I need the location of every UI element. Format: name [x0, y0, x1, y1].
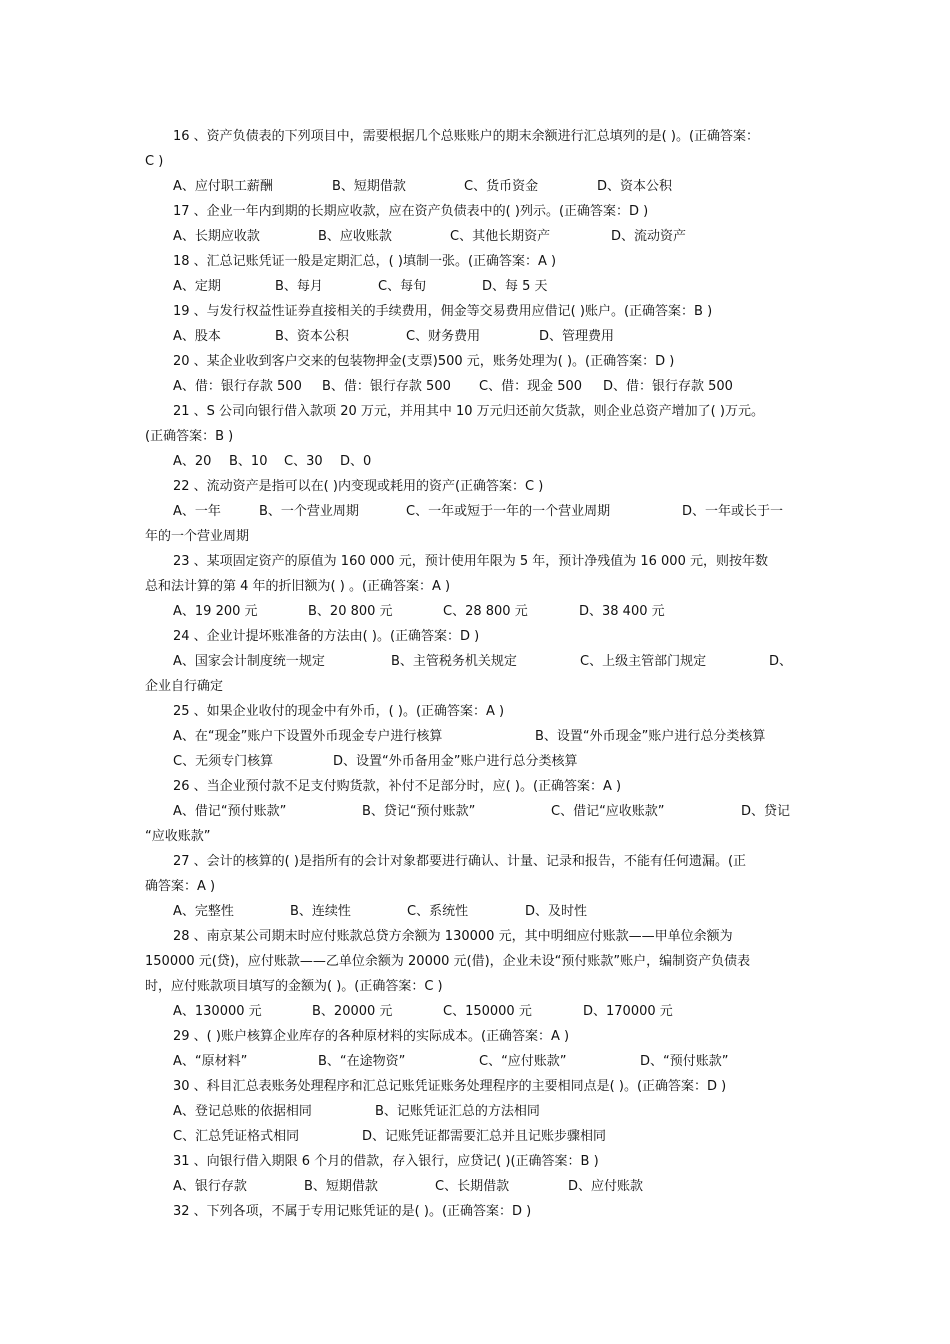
question-18-stem: 18 、汇总记账凭证一般是定期汇总，( )填制一张。(正确答案：A ) — [173, 254, 557, 269]
question-27-stem-cont: 确答案：A ) — [145, 879, 216, 894]
question-17-stem: 17 、企业一年内到期的长期应收款，应在资产负债表中的( )列示。(正确答案：D ) — [173, 204, 649, 219]
question-28-stem-cont-1: 150000 元(贷)，应付账款——乙单位余额为 20000 元(借)，企业未设“预付账款”账户，编制资产负债表 — [145, 954, 751, 969]
question-24-option-d-cont: 企业自行确定 — [145, 679, 224, 694]
option-c: C、30 — [284, 454, 323, 469]
option-a: A、借：银行存款 500 — [173, 379, 302, 394]
option-c: C、财务费用 — [406, 329, 481, 344]
option-b: B、贷记“预付账款” — [362, 804, 476, 819]
question-28-options — [173, 999, 843, 1024]
question-29-stem: 29 、( )账户核算企业库存的各种原材料的实际成本。(正确答案：A ) — [173, 1029, 570, 1044]
option-a: A、20 — [173, 454, 212, 469]
question-29-options — [173, 1049, 843, 1074]
option-d: D、及时性 — [525, 904, 588, 919]
option-d: D、贷记 — [741, 804, 791, 819]
option-b: B、10 — [229, 454, 268, 469]
question-25-options-row2 — [173, 749, 843, 774]
option-a: A、借记“预付账款” — [173, 804, 287, 819]
option-b: B、20000 元 — [312, 1004, 393, 1019]
question-24-stem: 24 、企业计提坏账准备的方法由( )。(正确答案：D ) — [173, 629, 480, 644]
question-25-stem: 25 、如果企业收付的现金中有外币，( )。(正确答案：A ) — [173, 704, 505, 719]
question-26-option-d-cont: “应收账款” — [145, 829, 211, 844]
option-d: D、 — [769, 654, 793, 669]
option-c: C、上级主管部门规定 — [580, 654, 707, 669]
option-a: A、完整性 — [173, 904, 234, 919]
option-a: A、“原材料” — [173, 1054, 248, 1069]
option-d: D、“预付账款” — [640, 1054, 729, 1069]
option-c: C、无须专门核算 — [173, 754, 274, 769]
option-d: D、一年或长于一 — [682, 504, 784, 519]
option-b: B、借：银行存款 500 — [322, 379, 451, 394]
question-23-options — [173, 599, 843, 624]
question-19-options — [173, 324, 843, 349]
option-a: A、定期 — [173, 279, 221, 294]
option-a: A、应付职工薪酬 — [173, 179, 273, 194]
option-d: D、借：银行存款 500 — [603, 379, 733, 394]
option-b: B、短期借款 — [332, 179, 406, 194]
option-a: A、登记总账的依据相同 — [173, 1104, 312, 1119]
option-c: C、货币资金 — [464, 179, 539, 194]
option-d: D、应付账款 — [568, 1179, 644, 1194]
question-31-options — [173, 1174, 843, 1199]
option-b: B、一个营业周期 — [259, 504, 359, 519]
question-20-options — [173, 374, 843, 399]
option-a: A、长期应收款 — [173, 229, 260, 244]
option-c: C、系统性 — [407, 904, 469, 919]
question-27-stem: 27 、会计的核算的( )是指所有的会计对象都要进行确认、计量、记录和报告，不能有任何遗漏。(正 — [173, 854, 747, 869]
question-21-stem-cont: (正确答案：B ) — [145, 429, 234, 444]
question-30-options-row1 — [173, 1099, 843, 1124]
question-23-stem-cont: 总和法计算的第 4 年的折旧额为( ) 。(正确答案：A ) — [145, 579, 451, 594]
option-b: B、“在途物资” — [318, 1054, 406, 1069]
option-b: B、应收账款 — [318, 229, 392, 244]
option-a: A、国家会计制度统一规定 — [173, 654, 325, 669]
option-b: B、连续性 — [290, 904, 351, 919]
question-16-stem-cont: C ) — [145, 154, 164, 169]
question-22-option-d-cont: 年的一个营业周期 — [145, 529, 250, 544]
question-30-options-row2 — [173, 1124, 843, 1149]
question-30-stem: 30 、科目汇总表账务处理程序和汇总记账凭证账务处理程序的主要相同点是( )。(正确答案：D ) — [173, 1079, 727, 1094]
option-d: D、设置“外币备用金”账户进行总分类核算 — [333, 754, 578, 769]
option-c: C、汇总凭证格式相同 — [173, 1129, 300, 1144]
option-b: B、资本公积 — [275, 329, 349, 344]
question-18-options — [173, 274, 843, 299]
option-a: A、股本 — [173, 329, 221, 344]
option-c: C、28 800 元 — [443, 604, 528, 619]
option-b: B、短期借款 — [304, 1179, 378, 1194]
question-31-stem: 31 、向银行借入期限 6 个月的借款，存入银行，应贷记( )(正确答案：B ) — [173, 1154, 599, 1169]
option-d: D、每 5 天 — [482, 279, 548, 294]
option-d: D、38 400 元 — [579, 604, 665, 619]
option-c: C、一年或短于一年的一个营业周期 — [406, 504, 611, 519]
option-d: D、170000 元 — [583, 1004, 673, 1019]
question-20-stem: 20 、某企业收到客户交来的包装物押金(支票)500 元，账务处理为( )。(正确答案：D ) — [173, 354, 675, 369]
option-a: A、19 200 元 — [173, 604, 258, 619]
question-24-options — [173, 649, 843, 674]
question-16-stem: 16 、资产负债表的下列项目中，需要根据几个总账账户的期末余额进行汇总填列的是( )。(正确答案： — [173, 129, 760, 144]
question-21-stem: 21 、S 公司向银行借入款项 20 万元，并用其中 10 万元归还前欠货款，则企业总资产增加了( )万元。 — [173, 404, 764, 419]
question-17-options — [173, 224, 843, 249]
question-21-options — [173, 449, 843, 474]
option-b: B、记账凭证汇总的方法相同 — [375, 1104, 540, 1119]
question-22-options — [173, 499, 843, 524]
question-22-stem: 22 、流动资产是指可以在( )内变现或耗用的资产(正确答案：C ) — [173, 479, 544, 494]
question-27-options — [173, 899, 843, 924]
question-26-stem: 26 、当企业预付款不足支付购货款，补付不足部分时，应( )。(正确答案：A ) — [173, 779, 622, 794]
question-28-stem: 28 、南京某公司期末时应付账款总贷方余额为 130000 元，其中明细应付账款——甲单位余额为 — [173, 929, 733, 944]
option-d: D、流动资产 — [611, 229, 687, 244]
option-c: C、“应付账款” — [479, 1054, 567, 1069]
question-16-options — [173, 174, 843, 199]
option-a: A、在“现金”账户下设置外币现金专户进行核算 — [173, 729, 443, 744]
option-a: A、银行存款 — [173, 1179, 247, 1194]
option-c: C、其他长期资产 — [450, 229, 551, 244]
option-c: C、150000 元 — [443, 1004, 532, 1019]
option-c: C、长期借款 — [435, 1179, 510, 1194]
option-b: B、主管税务机关规定 — [391, 654, 517, 669]
option-a: A、130000 元 — [173, 1004, 262, 1019]
option-c: C、借记“应收账款” — [551, 804, 665, 819]
question-26-options — [173, 799, 843, 824]
option-d: D、资本公积 — [597, 179, 673, 194]
question-32-stem: 32 、下列各项，不属于专用记账凭证的是( )。(正确答案：D ) — [173, 1204, 532, 1219]
option-c: C、借：现金 500 — [479, 379, 583, 394]
option-b: B、设置“外币现金”账户进行总分类核算 — [535, 729, 766, 744]
question-19-stem: 19 、与发行权益性证券直接相关的手续费用，佣金等交易费用应借记( )账户。(正确答案：B ) — [173, 304, 713, 319]
option-c: C、每旬 — [378, 279, 427, 294]
option-a: A、一年 — [173, 504, 221, 519]
question-23-stem: 23 、某项固定资产的原值为 160 000 元，预计使用年限为 5 年，预计净残值为 16 000 元，则按年数 — [173, 554, 768, 569]
option-b: B、每月 — [275, 279, 323, 294]
option-b: B、20 800 元 — [308, 604, 393, 619]
question-28-stem-cont-2: 时，应付账款项目填写的金额为( )。(正确答案：C ) — [145, 979, 443, 994]
option-d: D、记账凭证都需要汇总并且记账步骤相同 — [362, 1129, 607, 1144]
option-d: D、0 — [340, 454, 372, 469]
question-25-options-row1 — [173, 724, 843, 749]
option-d: D、管理费用 — [539, 329, 615, 344]
